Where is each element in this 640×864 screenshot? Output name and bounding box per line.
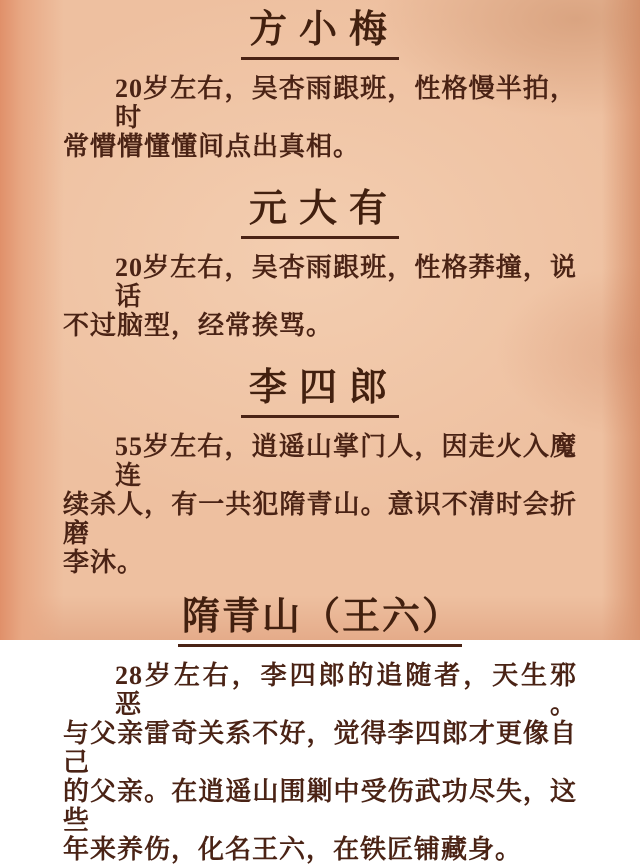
character-description bbox=[63, 661, 577, 864]
character-name-heading: 隋青山（王六） bbox=[178, 595, 462, 647]
description-line: 20岁左右，吴杏雨跟班，性格慢半拍，时 bbox=[115, 74, 577, 132]
character-name-heading: 方小梅 bbox=[241, 8, 399, 60]
character-section-fang-xiaomei bbox=[63, 8, 577, 161]
heading-wrap bbox=[63, 595, 577, 647]
heading-wrap bbox=[63, 187, 577, 239]
description-line: 不过脑型，经常挨骂。 bbox=[63, 311, 334, 340]
character-description bbox=[63, 432, 577, 577]
description-line: 李沐。 bbox=[63, 548, 145, 577]
heading-wrap bbox=[63, 366, 577, 418]
heading-wrap bbox=[63, 8, 577, 60]
character-section-sui-qingshan bbox=[63, 595, 577, 864]
description-line: 与父亲雷奇关系不好，觉得李四郎才更像自己 bbox=[63, 719, 577, 777]
description-line-clipped: 年来养伤，化名王六，在铁匠铺藏身。 bbox=[63, 835, 523, 864]
description-line: 28岁左右，李四郎的追随者，天生邪恶。 bbox=[115, 661, 577, 719]
character-description bbox=[63, 74, 577, 161]
description-line: 20岁左右，吴杏雨跟班，性格莽撞，说话 bbox=[115, 253, 577, 311]
description-line: 续杀人，有一共犯隋青山。意识不清时会折磨 bbox=[63, 490, 577, 548]
description-line: 常懵懵懂懂间点出真相。 bbox=[63, 132, 361, 161]
description-line: 55岁左右，逍遥山掌门人，因走火入魔连 bbox=[115, 432, 577, 490]
character-section-li-silang bbox=[63, 366, 577, 577]
character-name-heading: 李四郎 bbox=[241, 366, 399, 418]
description-line: 的父亲。在逍遥山围剿中受伤武功尽失，这些 bbox=[63, 777, 577, 835]
character-name-heading: 元大有 bbox=[241, 187, 399, 239]
character-section-yuan-dayou bbox=[63, 187, 577, 340]
character-description bbox=[63, 253, 577, 340]
